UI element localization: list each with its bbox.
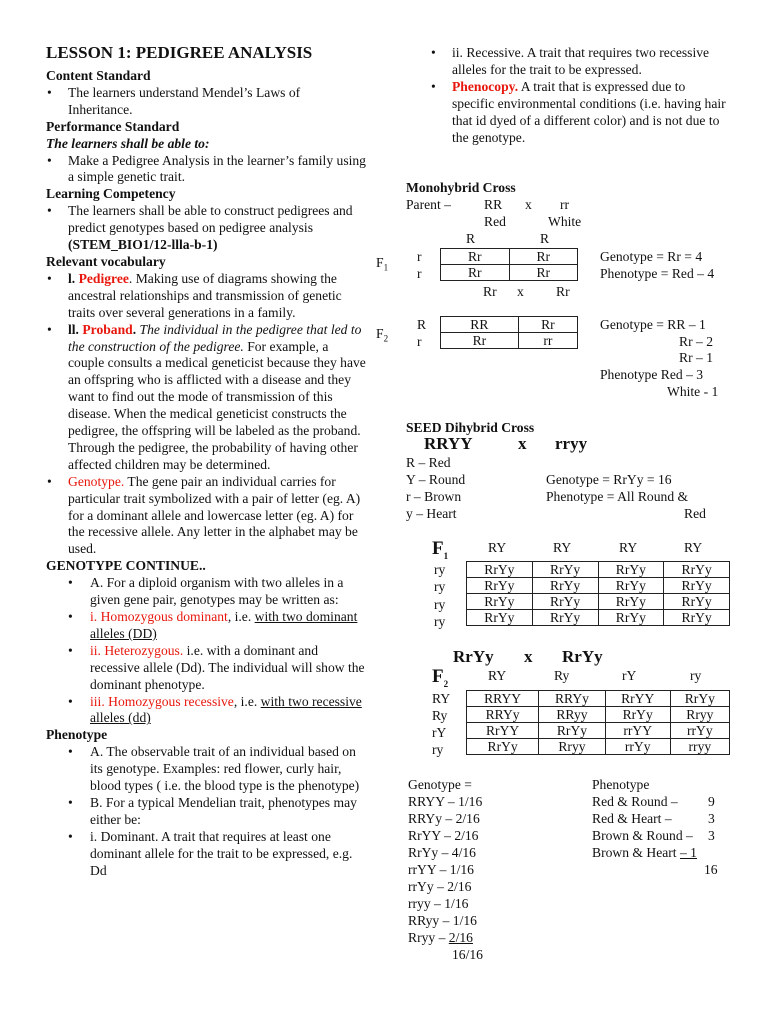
phenotype-ratio-3: Brown & Round – (592, 828, 693, 843)
mono-f1-row1-label: r (417, 249, 422, 264)
phenotype-ratio-2: Red & Heart – (592, 811, 672, 826)
punnett-cell: rryy (670, 739, 729, 755)
homozygous-recessive: • iii. Homozygous recessive, i.e. with two recessive alleles (dd) (46, 694, 366, 728)
punnett-cell: Rr (441, 333, 519, 349)
mono-f2-row2-label: r (417, 334, 422, 349)
mono-parent-1: RR (484, 197, 503, 212)
mono-cross2-b: Rr (556, 284, 570, 299)
genotype-ratio-3: RrYY – 2/16 (408, 828, 479, 843)
learning-competency-heading: Learning Competency (46, 186, 176, 202)
di-cross2-a: RrYy (453, 647, 494, 666)
di-cross2-x: x (524, 647, 533, 666)
mono-f1-row2-label: r (417, 266, 422, 281)
proband-definition: • ll. Proband. The individual in the pedigree that led to the construction of the pedigree. For example, a couple consults a medical geneticist because they have an offspring who is afflicted with a disease and they want to find out the mode of transmission of this disease. When the medical geneticist constructs the pedigree, the offspring will be labeled as the proband. Through the pedigree, the probability of having other affected children may be determined. (46, 322, 366, 474)
genotype-ratio-7: rryy – 1/16 (408, 896, 469, 911)
di-cross2-b: RrYy (562, 647, 603, 666)
di-x: x (518, 434, 527, 453)
phenotype-ratio-heading: Phenotype (592, 777, 650, 792)
punnett-cell: Rryy (670, 707, 729, 723)
genotype-continue-heading: GENOTYPE CONTINUE.. (46, 558, 206, 574)
dihybrid-heading: SEED Dihybrid Cross (406, 420, 535, 435)
genotype-ratio-1: RRYY – 1/16 (408, 794, 483, 809)
punnett-cell: rr (518, 333, 577, 349)
di-f2-punnett (466, 690, 730, 755)
punnett-cell: RrYy (664, 610, 730, 626)
genotype-ratio-heading: Genotype = (408, 777, 472, 792)
di-parent-2: rryy (555, 434, 588, 453)
di-legend-1: R – Red (406, 455, 451, 470)
mono-f2-phenotype-1: Phenotype Red – 3 (600, 367, 704, 382)
di-f1-row-4: ry (434, 614, 446, 629)
di-f2-row-4: ry (432, 742, 444, 757)
mono-f2-label: $F_2$ (376, 326, 389, 344)
genotype-ratio-5: rrYY – 1/16 (408, 862, 474, 877)
di-legend-4: y – Heart (406, 506, 457, 521)
performance-standard-heading: Performance Standard (46, 118, 180, 134)
punnett-cell: RRyy (539, 707, 605, 723)
di-parent-1: RRYY (424, 434, 473, 453)
punnett-cell: RrYy (598, 610, 664, 626)
genotype-ratio-8: RRyy – 1/16 (408, 913, 477, 928)
di-f1-row-3: ry (434, 597, 446, 612)
phenotype-recessive: • ii. Recessive. A trait that requires two recessive alleles for the trait to be expressed. (430, 45, 730, 79)
mono-f2-phenotype-2: White - 1 (667, 384, 719, 399)
mono-col-r2: R (540, 231, 550, 246)
learning-competency-item: • The learners shall be able to construct pedigrees and predict genotypes based on pedigree analysis (STEM_BIO1/12-llla-b-1) (46, 203, 366, 254)
punnett-cell: RrYy (670, 691, 729, 707)
phenotype-a: • A. The observable trait of an individual based on its genotype. Examples: red flower, curly hair, blood types ( i.e. the blood type is the phenotype) (46, 744, 366, 795)
punnett-cell: Rr (518, 317, 577, 333)
di-genotype: Genotype = RrYy = 16 (546, 472, 672, 487)
mono-f1-label: $F_1$ (376, 255, 389, 273)
di-f1-col-4: RY (684, 540, 703, 555)
di-f2-col-3: rY (622, 668, 637, 683)
mono-f2-genotype-2: Rr – 2 (679, 334, 713, 349)
mono-col-r1: R (466, 231, 476, 246)
punnett-cell: rrYy (670, 723, 729, 739)
punnett-cell: RrYy (539, 723, 605, 739)
punnett-cell: RrYy (532, 562, 598, 578)
punnett-cell: RR (441, 317, 519, 333)
punnett-cell: RrYy (598, 594, 664, 610)
content-standard-heading: Content Standard (46, 68, 151, 83)
di-phenotype-1: Phenotype = All Round & (546, 489, 689, 504)
genotype-ratio-9: Rryy – 2/16 (408, 930, 473, 945)
mono-f2-genotype-1: Genotype = RR – 1 (600, 317, 706, 332)
di-f1-col-1: RY (488, 540, 507, 555)
punnett-cell: RrYy (664, 578, 730, 594)
genotype-ratio-4: RrYy – 4/16 (408, 845, 476, 860)
punnett-cell: RrYy (532, 610, 598, 626)
phenotype-heading: Phenotype (46, 727, 108, 743)
punnett-cell: RRYy (539, 691, 605, 707)
vocab-heading: Relevant vocabulary (46, 253, 166, 269)
mono-parent-label: Parent – (406, 197, 451, 212)
punnett-cell: RrYy (598, 578, 664, 594)
punnett-cell: Rr (441, 249, 510, 265)
di-f1-row-1: ry (434, 562, 446, 577)
punnett-cell: rrYY (605, 723, 670, 739)
punnett-cell: RrYy (467, 610, 533, 626)
phenotype-b: • B. For a typical Mendelian trait, phenotypes may either be: (46, 795, 366, 829)
genotype-ratio-6: rrYy – 2/16 (408, 879, 472, 894)
di-f2-col-4: ry (690, 668, 702, 683)
page-title: LESSON 1: PEDIGREE ANALYSIS (46, 43, 313, 62)
di-f1-label: $F_1$ (432, 538, 449, 561)
punnett-cell: RrYY (467, 723, 539, 739)
mono-parent-2: rr (560, 197, 570, 212)
di-f1-punnett (466, 561, 730, 626)
punnett-cell: Rr (441, 265, 510, 281)
performance-item: • Make a Pedigree Analysis in the learner’s family using a simple genetic trait. (46, 153, 366, 187)
punnett-cell: Rr (509, 249, 578, 265)
di-f2-col-2: Ry (554, 668, 570, 683)
phenotype-total: 16 (704, 862, 718, 877)
punnett-cell: RrYy (532, 578, 598, 594)
left-column (46, 42, 366, 880)
punnett-cell: RrYy (664, 594, 730, 610)
mono-f2-punnett (440, 316, 578, 349)
content-standard-item: • The learners understand Mendel’s Laws of Inheritance. (46, 85, 366, 119)
mono-f2-row1-label: R (417, 317, 427, 332)
di-f1-col-3: RY (619, 540, 638, 555)
mono-cross2-a: Rr (483, 284, 497, 299)
punnett-cell: RrYy (605, 707, 670, 723)
mono-f1-phenotype: Phenotype = Red – 4 (600, 266, 715, 281)
di-f2-label: $F_2$ (432, 666, 449, 689)
di-phenotype-2: Red (684, 506, 706, 521)
di-f2-row-3: rY (432, 725, 447, 740)
mono-f1-punnett (440, 248, 578, 281)
punnett-cell: rrYy (605, 739, 670, 755)
genotype-definition: • Genotype. The gene pair an individual carries for particular trait symbolized with a pair of letter (eg. A) for a dominant allele and lowercase letter (eg. A) for the recessive allele. Any letter in the alphabet may be used. (46, 474, 366, 559)
mono-f2-genotype-3: Rr – 1 (679, 350, 713, 365)
mono-cross2-x: x (517, 284, 524, 299)
di-legend-3: r – Brown (406, 489, 462, 504)
heterozygous: • ii. Heterozygous. i.e. with a dominant and recessive allele (Dd). The individual will show the dominant phenotype. (46, 643, 366, 694)
punnett-cell: RRYY (467, 691, 539, 707)
punnett-cell: RrYy (467, 594, 533, 610)
genotype-a: • A. For a diploid organism with two alleles in a given gene pair, genotypes may be written as: (46, 575, 366, 609)
mono-f1-genotype: Genotype = Rr = 4 (600, 249, 703, 264)
genotype-ratio-2: RRYy – 2/16 (408, 811, 480, 826)
di-f1-col-2: RY (553, 540, 572, 555)
pedigree-definition: • l. Pedigree. Making use of diagrams showing the ancestral relationships and transmission of genetic traits over several generations in a family. (46, 271, 366, 322)
phenotype-ratio-2-value: 3 (708, 811, 715, 826)
punnett-cell: Rryy (539, 739, 605, 755)
phenotype-ratio-1: Red & Round – (592, 794, 678, 809)
mono-red: Red (484, 214, 506, 229)
homozygous-dominant: • i. Homozygous dominant, i.e. with two dominant alleles (DD) (46, 609, 366, 643)
genotype-total: 16/16 (452, 947, 483, 962)
di-f1-row-2: ry (434, 579, 446, 594)
punnett-cell: Rr (509, 265, 578, 281)
di-legend-2: Y – Round (406, 472, 466, 487)
phenotype-ratio-4: Brown & Heart – 1 (592, 845, 697, 860)
performance-subheading: The learners shall be able to: (46, 135, 210, 151)
phenocopy-definition: • Phenocopy. A trait that is expressed due to specific environmental conditions (i.e. having hair that id dyed of a different color) and is not due to the genotype. (430, 79, 730, 147)
di-f2-row-2: Ry (432, 708, 448, 723)
punnett-cell: RrYy (467, 739, 539, 755)
punnett-cell: RRYy (467, 707, 539, 723)
punnett-cell: RrYY (605, 691, 670, 707)
phenotype-ratio-3-value: 3 (708, 828, 715, 843)
punnett-cell: RrYy (532, 594, 598, 610)
right-top-text (430, 45, 730, 146)
punnett-cell: RrYy (664, 562, 730, 578)
di-f2-col-1: RY (488, 668, 507, 683)
phenotype-ratio-1-value: 9 (708, 794, 715, 809)
mono-white: White (548, 214, 582, 229)
punnett-cell: RrYy (598, 562, 664, 578)
phenotype-dominant: • i. Dominant. A trait that requires at least one dominant allele for the trait to be expressed, e.g. Dd (46, 829, 366, 880)
mono-x: x (525, 197, 532, 212)
punnett-cell: RrYy (467, 562, 533, 578)
di-f2-row-1: RY (432, 691, 451, 706)
monohybrid-heading: Monohybrid Cross (406, 180, 516, 195)
punnett-cell: RrYy (467, 578, 533, 594)
